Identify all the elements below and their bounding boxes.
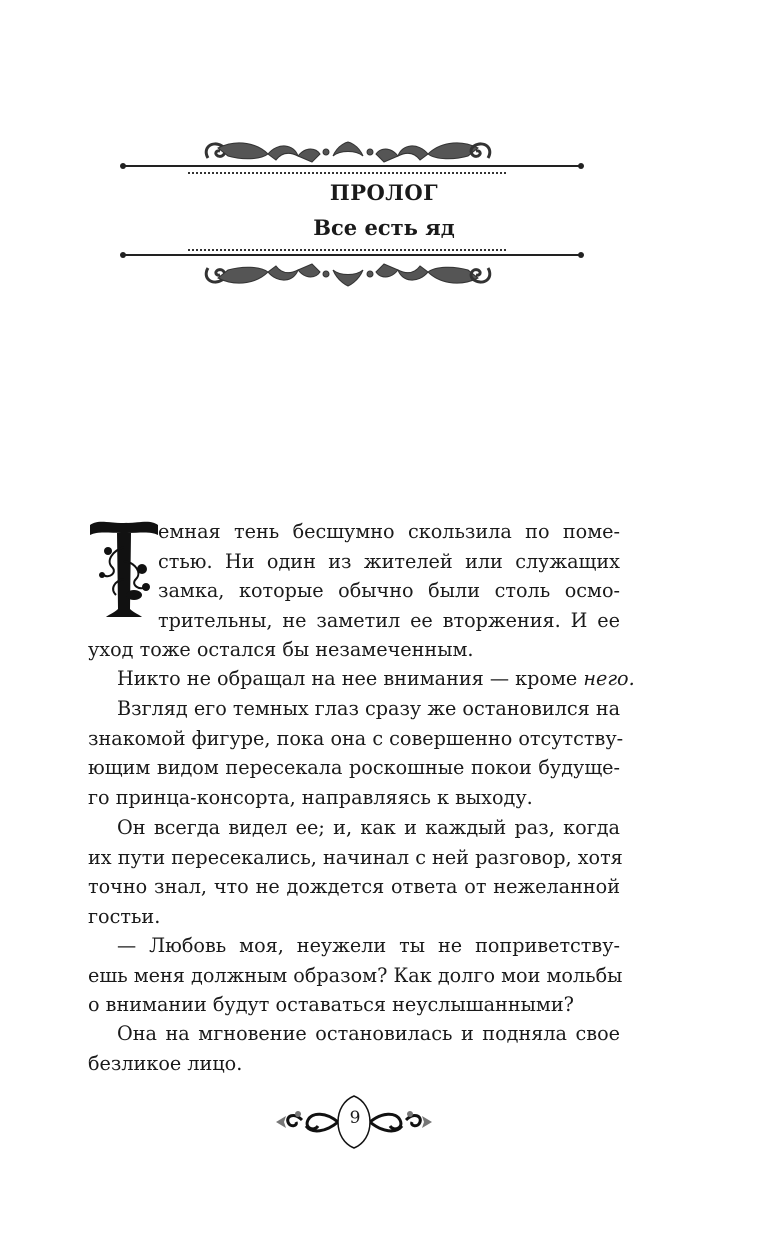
svg-text:Т: Т [88, 517, 89, 518]
paragraph-1-tail [88, 635, 620, 665]
paragraph-4 [88, 813, 623, 931]
bottom-scroll-ornament [198, 258, 498, 292]
text-line: Она на мгновение остановилась и подняла свое [117, 1022, 620, 1045]
text-line: Он всегда видел ее; и, как и каждый раз, когда [117, 816, 620, 839]
text-line: стью. Ни один из жителей или служащих [158, 549, 620, 573]
top-rule [124, 165, 580, 167]
emphasis: него. [583, 667, 635, 690]
text-line: трительны, не заметил ее вторжения. И ее [158, 608, 620, 632]
text-line: Взгляд его темных глаз сразу же остановился на [117, 697, 621, 720]
text-line: ешь меня должным образом? Как долго мои мольбы [88, 963, 623, 987]
text-line: го принца-консорта, направляясь к выходу. [88, 785, 533, 809]
text-line: гостьи. [88, 904, 161, 928]
text-line: — Любовь моя, неужели ты не поприветству- [117, 934, 620, 957]
top-dotted-rule [188, 172, 506, 174]
paragraph-3 [88, 694, 624, 812]
text-line: знакомой фигуре, пока она с совершенно отсутству- [88, 726, 624, 750]
text-line: о внимании будут оставаться неуслышанными? [88, 993, 574, 1017]
chapter-title: ПРОЛОГ [329, 180, 439, 205]
text-line: емная тень бесшумно скользила по поме- [158, 520, 620, 543]
text-line: точно знал, что не дождется ответа от нежеланной [88, 875, 620, 899]
text-run: Никто не обращал на нее внимания — кроме [117, 667, 584, 690]
text-line: ющим видом пересекала роскошные покои будуще- [88, 756, 620, 780]
page-number: 9 [349, 1108, 361, 1128]
paragraph-6 [88, 1019, 620, 1078]
paragraph-1 [158, 517, 620, 635]
right-dot-bottom [578, 252, 584, 258]
text-line: их пути пересекались, начинал с ней разговор, хотя [88, 845, 623, 869]
drop-cap [88, 517, 160, 621]
bottom-dotted-rule [188, 249, 506, 251]
bottom-rule [124, 254, 580, 256]
text-line: уход тоже остался бы незамеченным. [88, 638, 474, 661]
text-line: замка, которые обычно были столь осмо- [158, 579, 620, 603]
top-scroll-ornament [198, 134, 498, 168]
drop-cap-letter-t [88, 517, 160, 621]
paragraph-5 [88, 931, 623, 1020]
paragraph-2 [117, 664, 635, 694]
right-dot [578, 163, 584, 169]
text-line: безликое лицо. [88, 1051, 243, 1075]
chapter-subtitle: Все есть яд [313, 215, 455, 240]
text-line [117, 664, 635, 694]
